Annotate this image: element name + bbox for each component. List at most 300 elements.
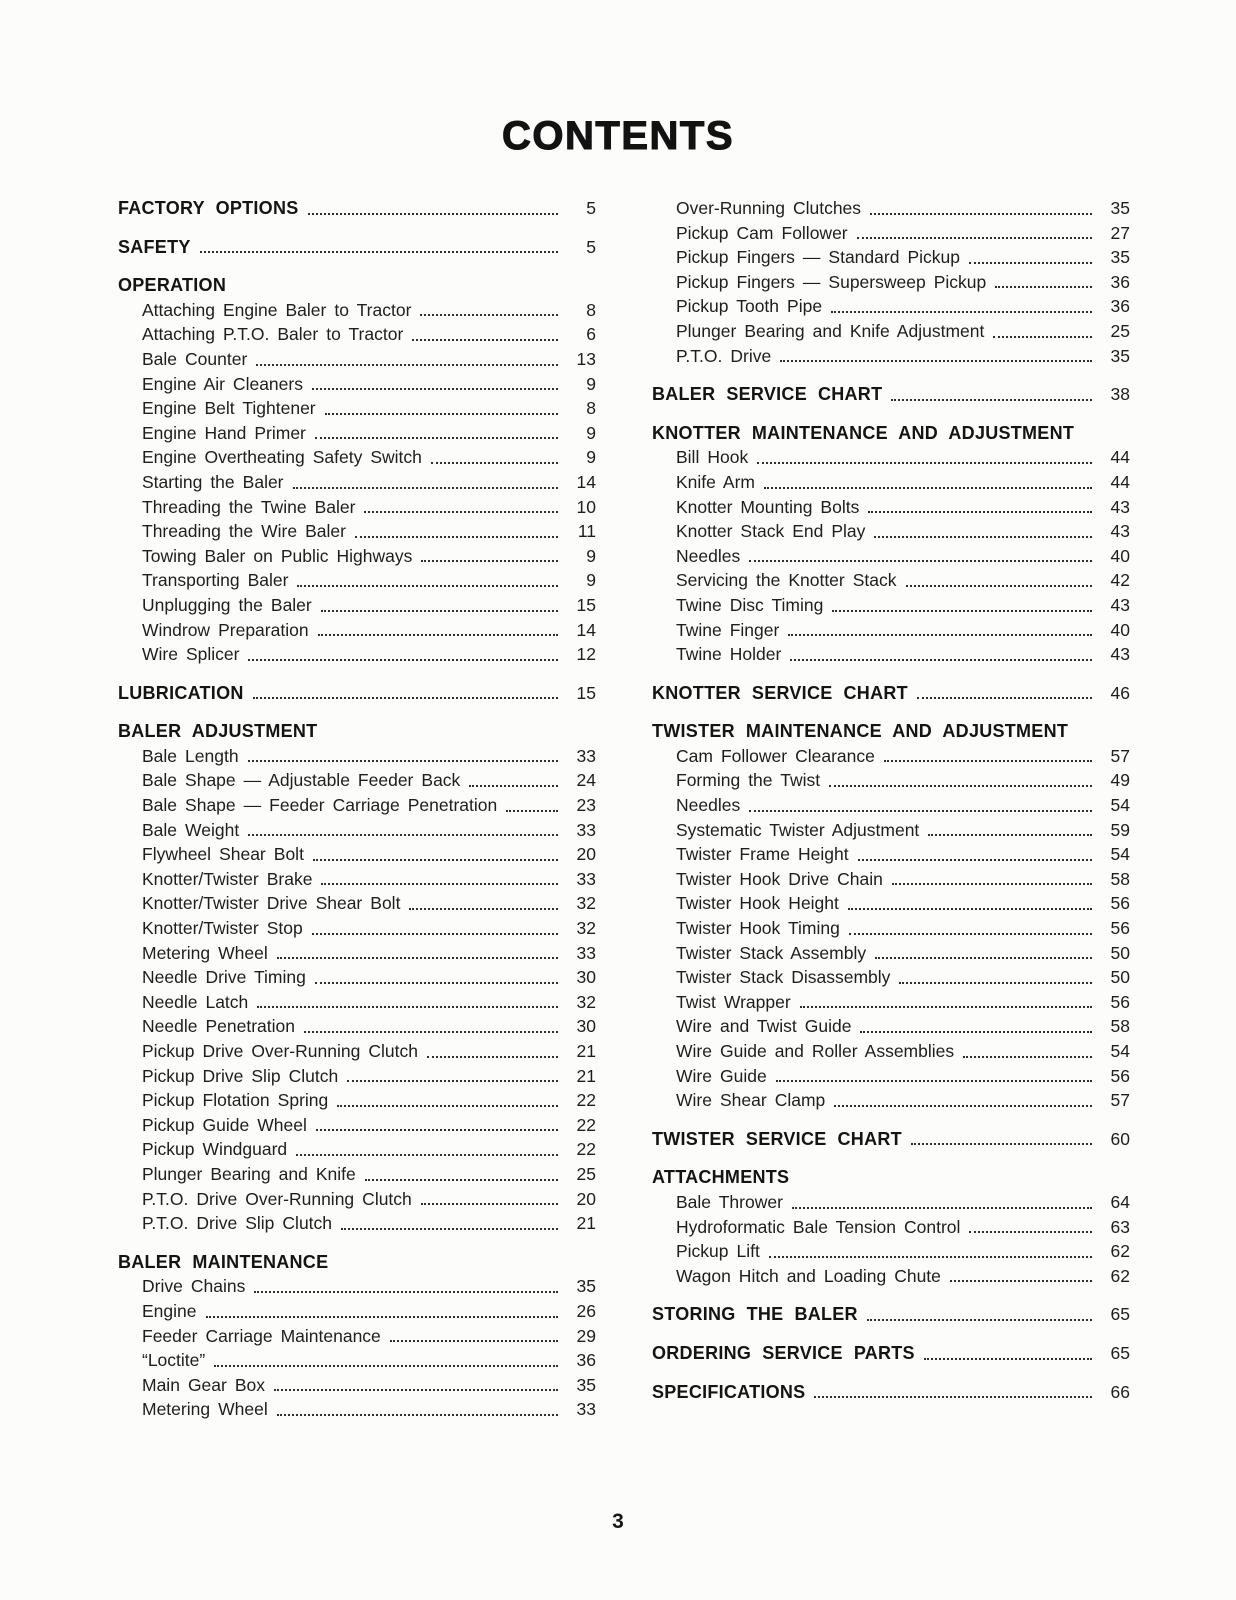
toc-entry-page: 25 <box>576 1163 596 1184</box>
toc-entry <box>652 618 1130 643</box>
toc-entry-label: Knotter/Twister Drive Shear Bolt <box>142 893 401 914</box>
toc-entry-page: 15 <box>576 682 596 703</box>
toc-entry-label: Flywheel Shear Bolt <box>142 844 304 865</box>
toc-entry-label: Needles <box>676 545 741 566</box>
dot-leader <box>868 511 1092 513</box>
toc-entry-page: 33 <box>576 1399 596 1420</box>
dot-leader <box>906 585 1092 587</box>
toc-entry-label: Pickup Fingers — Standard Pickup <box>676 247 960 268</box>
toc-entry-label: Feeder Carriage Maintenance <box>142 1325 381 1346</box>
toc-entry <box>118 1137 596 1162</box>
toc-entry-label: Twine Holder <box>676 644 782 665</box>
toc-entry-label: OPERATION <box>118 275 227 296</box>
dot-leader <box>355 536 558 538</box>
toc-entry <box>652 221 1130 246</box>
dot-leader <box>318 634 558 636</box>
toc-entry-page: 30 <box>576 1016 596 1037</box>
dot-leader <box>834 1105 1092 1107</box>
toc-entry-label: Systematic Twister Adjustment <box>676 819 920 840</box>
toc-entry <box>118 793 596 818</box>
dot-leader <box>831 311 1092 313</box>
toc-entry-page: 63 <box>1110 1216 1130 1237</box>
toc-entry <box>118 445 596 470</box>
dot-leader <box>469 785 558 787</box>
dot-leader <box>256 364 558 366</box>
toc-entry-label: Needles <box>676 795 741 816</box>
dot-leader <box>421 560 558 562</box>
toc-entry-label: Knife Arm <box>676 471 756 492</box>
toc-entry-label: Wire Splicer <box>142 644 240 665</box>
toc-entry-page: 66 <box>1110 1381 1130 1402</box>
toc-entry <box>118 421 596 446</box>
toc-entry-page: 32 <box>576 918 596 939</box>
dot-leader <box>421 1203 558 1205</box>
toc-entry <box>652 245 1130 270</box>
toc-entry <box>118 495 596 520</box>
toc-entry-page: 44 <box>1110 447 1130 468</box>
toc-entry-label: P.T.O. Drive <box>676 345 772 366</box>
toc-entry <box>118 1187 596 1212</box>
page-number: 3 <box>612 1510 624 1533</box>
toc-group-heading <box>652 421 1130 446</box>
toc-entry <box>652 1064 1130 1089</box>
toc-entry <box>652 1239 1130 1264</box>
toc-entry <box>118 1014 596 1039</box>
toc-entry-page: 65 <box>1110 1342 1130 1363</box>
toc-entry-page: 36 <box>576 1350 596 1371</box>
dot-leader <box>364 511 558 513</box>
toc-entry <box>652 1088 1130 1113</box>
toc-entry <box>652 568 1130 593</box>
toc-entry <box>118 322 596 347</box>
toc-entry <box>118 990 596 1015</box>
toc-entry-label: Wire Guide <box>676 1065 767 1086</box>
dot-leader <box>875 957 1092 959</box>
toc-entry-page: 33 <box>576 942 596 963</box>
toc-entry-label: KNOTTER SERVICE CHART <box>652 682 908 703</box>
toc-entry <box>118 1211 596 1236</box>
toc-section <box>652 1380 1130 1405</box>
dot-leader <box>757 462 1092 464</box>
toc-entry-label: Windrow Preparation <box>142 619 309 640</box>
toc-entry <box>118 1373 596 1398</box>
dot-leader <box>257 1006 558 1008</box>
toc-entry-label: Bale Length <box>142 745 239 766</box>
dot-leader <box>995 286 1092 288</box>
toc-entry <box>118 965 596 990</box>
toc-entry-page: 22 <box>576 1090 596 1111</box>
toc-entry-page: 60 <box>1110 1128 1130 1149</box>
toc-entry-page: 32 <box>576 991 596 1012</box>
toc-entry <box>652 1127 1130 1152</box>
toc-entry-page: 9 <box>586 422 596 443</box>
toc-entry-label: BALER ADJUSTMENT <box>118 721 318 742</box>
toc-entry-page: 22 <box>576 1114 596 1135</box>
toc-entry <box>652 793 1130 818</box>
toc-entry-label: STORING THE BALER <box>652 1304 858 1325</box>
toc-entry-label: Threading the Wire Baler <box>142 521 346 542</box>
toc-entry-page: 40 <box>1110 619 1130 640</box>
toc-entry <box>652 1264 1130 1289</box>
toc-entry-label: Twister Stack Disassembly <box>676 967 891 988</box>
dot-leader <box>993 336 1092 338</box>
toc-entry-label: Pickup Guide Wheel <box>142 1114 307 1135</box>
toc-entry-label: Twine Finger <box>676 619 780 640</box>
toc-entry-page: 5 <box>586 236 596 257</box>
toc-entry <box>118 519 596 544</box>
toc-entry-label: Twister Hook Timing <box>676 918 840 939</box>
toc-entry <box>118 396 596 421</box>
toc-entry <box>118 891 596 916</box>
toc-entry-label: Metering Wheel <box>142 1399 268 1420</box>
toc-entry-label: Needle Latch <box>142 991 249 1012</box>
toc-entry-label: Bale Thrower <box>676 1191 783 1212</box>
toc-entry-label: Knotter Mounting Bolts <box>676 496 860 517</box>
dot-leader <box>780 360 1092 362</box>
dot-leader <box>313 859 558 861</box>
toc-entry <box>118 941 596 966</box>
dot-leader <box>427 1056 558 1058</box>
dot-leader <box>969 1231 1092 1233</box>
toc-entry-page: 43 <box>1110 644 1130 665</box>
toc-entry-page: 21 <box>576 1213 596 1234</box>
toc-column-right <box>652 196 1130 1422</box>
toc-entry-label: Knotter Stack End Play <box>676 521 866 542</box>
toc-entry <box>652 1302 1130 1327</box>
toc-entry-label: Attaching Engine Baler to Tractor <box>142 299 412 320</box>
toc-entry-label: BALER MAINTENANCE <box>118 1251 329 1272</box>
toc-entry-page: 44 <box>1110 471 1130 492</box>
toc-entry-page: 49 <box>1110 770 1130 791</box>
toc-entry <box>652 1039 1130 1064</box>
toc-entry <box>652 196 1130 221</box>
toc-entry <box>652 916 1130 941</box>
dot-leader <box>867 1319 1092 1321</box>
toc-entry <box>118 818 596 843</box>
toc-entry <box>118 1397 596 1422</box>
toc-entry-label: Transporting Baler <box>142 570 289 591</box>
toc-entry <box>652 681 1130 706</box>
toc-entry-label: Pickup Windguard <box>142 1139 288 1160</box>
toc-entry-label: Twister Hook Height <box>676 893 839 914</box>
toc-entry <box>652 495 1130 520</box>
dot-leader <box>248 659 558 661</box>
toc-entry-label: Needle Penetration <box>142 1016 295 1037</box>
toc-entry-page: 5 <box>586 198 596 218</box>
toc-entry <box>118 842 596 867</box>
dot-leader <box>312 388 558 390</box>
toc-entry-label: Twist Wrapper <box>676 991 791 1012</box>
toc-entry <box>652 319 1130 344</box>
toc-entry-page: 23 <box>576 795 596 816</box>
dot-leader <box>788 634 1092 636</box>
toc-entry <box>652 1380 1130 1405</box>
dot-leader <box>365 1179 558 1181</box>
toc-entry <box>118 196 596 221</box>
toc-entry <box>652 842 1130 867</box>
toc-entry-page: 40 <box>1110 545 1130 566</box>
toc-entry-label: Wire and Twist Guide <box>676 1016 852 1037</box>
toc-entry <box>118 916 596 941</box>
toc-entry-label: Pickup Drive Over-Running Clutch <box>142 1041 418 1061</box>
toc-entry <box>118 593 596 618</box>
toc-entry-label: ORDERING SERVICE PARTS <box>652 1342 915 1363</box>
dot-leader <box>390 1340 558 1342</box>
toc-entry <box>652 470 1130 495</box>
toc-entry-label: Pickup Tooth Pipe <box>676 296 823 317</box>
dot-leader <box>304 1031 558 1033</box>
toc-entry <box>652 544 1130 569</box>
toc-entry-page: 62 <box>1110 1265 1130 1286</box>
dot-leader <box>790 659 1092 661</box>
toc-section <box>652 681 1130 706</box>
toc-entry-label: Engine Belt Tightener <box>142 398 316 419</box>
dot-leader <box>431 462 558 464</box>
toc-entry-label: BALER SERVICE CHART <box>652 384 883 405</box>
toc-entry-page: 56 <box>1110 893 1130 914</box>
dot-leader <box>315 982 558 984</box>
toc-entry-label: Needle Drive Timing <box>142 967 306 988</box>
toc-entry <box>118 1274 596 1299</box>
dot-leader <box>254 1291 558 1293</box>
toc-section <box>118 719 596 1235</box>
dot-leader <box>315 437 558 439</box>
toc-section <box>652 1341 1130 1366</box>
toc-entry <box>118 568 596 593</box>
toc-entry-page: 54 <box>1110 844 1130 865</box>
toc-entry <box>652 593 1130 618</box>
toc-entry <box>118 1064 596 1089</box>
dot-leader <box>277 957 558 959</box>
toc-entry <box>652 519 1130 544</box>
toc-entry-page: 9 <box>586 545 596 566</box>
toc-group-heading <box>652 719 1130 744</box>
toc-entry-page: 43 <box>1110 521 1130 542</box>
dot-leader <box>206 1316 559 1318</box>
toc-group-heading <box>118 1250 596 1275</box>
toc-entry-label: Over-Running Clutches <box>676 198 862 218</box>
toc-entry-page: 14 <box>576 471 596 492</box>
dot-leader <box>950 1280 1092 1282</box>
toc-entry <box>652 768 1130 793</box>
toc-entry-label: Plunger Bearing and Knife Adjustment <box>676 320 985 341</box>
toc-entry <box>118 372 596 397</box>
toc-entry-page: 33 <box>576 868 596 889</box>
dot-leader <box>293 487 558 489</box>
toc-entry-page: 6 <box>586 324 596 345</box>
toc-entry-label: Cam Follower Clearance <box>676 745 875 766</box>
toc-entry-page: 59 <box>1110 819 1130 840</box>
dot-leader <box>253 697 558 699</box>
toc-entry-label: Servicing the Knotter Stack <box>676 570 897 591</box>
toc-section <box>652 1165 1130 1288</box>
dot-leader <box>321 610 558 612</box>
toc-entry <box>118 1039 596 1064</box>
dot-leader <box>325 413 558 415</box>
toc-entry <box>118 768 596 793</box>
toc-entry-label: Bale Shape — Adjustable Feeder Back <box>142 770 461 791</box>
toc-entry <box>118 1162 596 1187</box>
toc-section <box>652 196 1130 368</box>
toc-entry <box>652 1215 1130 1240</box>
toc-entry <box>652 344 1130 369</box>
dot-leader <box>297 585 558 587</box>
toc-entry <box>652 382 1130 407</box>
toc-entry-label: Plunger Bearing and Knife <box>142 1163 356 1184</box>
toc-entry-label: Towing Baler on Public Highways <box>142 545 413 566</box>
toc-entry-label: Pickup Drive Slip Clutch <box>142 1065 339 1086</box>
dot-leader <box>312 933 558 935</box>
toc-entry-label: Pickup Lift <box>676 1241 760 1262</box>
toc-entry-page: 35 <box>576 1276 596 1297</box>
toc-entry-label: Twine Disc Timing <box>676 594 824 615</box>
toc-entry-page: 35 <box>1110 345 1130 366</box>
dot-leader <box>928 834 1092 836</box>
toc-entry-page: 12 <box>576 644 596 665</box>
toc-entry-page: 24 <box>576 770 596 791</box>
toc-section <box>652 1302 1130 1327</box>
toc-entry-page: 22 <box>576 1139 596 1160</box>
toc-entry-page: 58 <box>1110 868 1130 889</box>
toc-entry-page: 14 <box>576 619 596 640</box>
toc-section <box>118 273 596 667</box>
toc-entry <box>118 1113 596 1138</box>
toc-entry-page: 50 <box>1110 942 1130 963</box>
toc-entry <box>118 1088 596 1113</box>
toc-entry-label: P.T.O. Drive Over-Running Clutch <box>142 1188 412 1209</box>
dot-leader <box>792 1207 1092 1209</box>
dot-leader <box>874 536 1092 538</box>
toc-entry-page: 33 <box>576 819 596 840</box>
dot-leader <box>963 1056 1092 1058</box>
toc-entry <box>652 1190 1130 1215</box>
toc-entry-page: 56 <box>1110 991 1130 1012</box>
toc-entry-page: 26 <box>576 1300 596 1321</box>
toc-entry-page: 57 <box>1110 1090 1130 1111</box>
toc-entry-page: 64 <box>1110 1191 1130 1212</box>
toc-entry-page: 9 <box>586 570 596 591</box>
toc-entry-label: KNOTTER MAINTENANCE AND ADJUSTMENT <box>652 422 1075 443</box>
toc-entry-page: 56 <box>1110 1065 1130 1086</box>
dot-leader <box>969 262 1092 264</box>
dot-leader <box>776 1080 1092 1082</box>
dot-leader <box>764 487 1092 489</box>
toc-columns <box>118 196 1130 1422</box>
toc-entry-label: “Loctite” <box>142 1350 206 1371</box>
toc-entry-page: 65 <box>1110 1304 1130 1325</box>
toc-entry <box>652 965 1130 990</box>
toc-entry-label: TWISTER MAINTENANCE AND ADJUSTMENT <box>652 721 1069 742</box>
toc-entry <box>118 235 596 260</box>
toc-entry-label: TWISTER SERVICE CHART <box>652 1128 902 1149</box>
toc-entry-label: Forming the Twist <box>676 770 821 791</box>
page-title: CONTENTS <box>502 114 734 158</box>
toc-entry-page: 8 <box>586 398 596 419</box>
toc-entry-label: Bill Hook <box>676 447 749 468</box>
toc-entry-page: 33 <box>576 745 596 766</box>
toc-entry-label: P.T.O. Drive Slip Clutch <box>142 1213 333 1234</box>
toc-entry-page: 29 <box>576 1325 596 1346</box>
toc-entry <box>118 744 596 769</box>
toc-entry-page: 42 <box>1110 570 1130 591</box>
dot-leader <box>420 314 558 316</box>
dot-leader <box>316 1129 558 1131</box>
toc-entry-page: 35 <box>1110 198 1130 218</box>
dot-leader <box>814 1396 1092 1398</box>
toc-entry-page: 13 <box>576 348 596 369</box>
toc-entry <box>118 298 596 323</box>
toc-entry-page: 58 <box>1110 1016 1130 1037</box>
toc-entry-label: Threading the Twine Baler <box>142 496 356 517</box>
dot-leader <box>347 1080 558 1082</box>
dot-leader <box>769 1256 1092 1258</box>
toc-entry <box>118 1299 596 1324</box>
toc-entry-page: 25 <box>1110 320 1130 341</box>
dot-leader <box>832 610 1092 612</box>
toc-entry <box>118 1324 596 1349</box>
dot-leader <box>860 1031 1092 1033</box>
toc-entry-label: SAFETY <box>118 236 191 257</box>
toc-entry-page: 21 <box>576 1041 596 1061</box>
toc-entry-page: 11 <box>577 521 596 542</box>
toc-entry-page: 54 <box>1110 1041 1130 1061</box>
dot-leader <box>412 339 558 341</box>
toc-entry-page: 21 <box>576 1065 596 1086</box>
toc-entry-label: Starting the Baler <box>142 471 284 492</box>
dot-leader <box>274 1389 558 1391</box>
toc-section <box>118 235 596 260</box>
dot-leader <box>848 908 1092 910</box>
dot-leader <box>829 785 1092 787</box>
toc-entry-label: Wire Shear Clamp <box>676 1090 826 1111</box>
dot-leader <box>749 810 1092 812</box>
toc-entry-label: Hydroformatic Bale Tension Control <box>676 1216 961 1237</box>
dot-leader <box>917 697 1092 699</box>
toc-entry-label: Drive Chains <box>142 1276 246 1297</box>
dot-leader <box>321 883 558 885</box>
toc-entry <box>118 867 596 892</box>
toc-entry-page: 35 <box>1110 247 1130 268</box>
toc-entry-page: 54 <box>1110 795 1130 816</box>
toc-entry <box>118 470 596 495</box>
toc-entry-label: Pickup Flotation Spring <box>142 1090 329 1111</box>
dot-leader <box>800 1006 1092 1008</box>
toc-entry-label: LUBRICATION <box>118 682 244 703</box>
toc-entry <box>652 941 1130 966</box>
dot-leader <box>214 1365 558 1367</box>
toc-entry <box>118 642 596 667</box>
toc-section <box>652 382 1130 407</box>
toc-entry-label: Metering Wheel <box>142 942 268 963</box>
dot-leader <box>506 810 558 812</box>
toc-entry-label: Wire Guide and Roller Assemblies <box>676 1041 955 1061</box>
dot-leader <box>858 859 1092 861</box>
toc-entry-page: 43 <box>1110 496 1130 517</box>
toc-group-heading <box>118 273 596 298</box>
toc-entry-page: 56 <box>1110 918 1130 939</box>
toc-entry-label: Pickup Fingers — Supersweep Pickup <box>676 271 987 292</box>
toc-entry-page: 62 <box>1110 1241 1130 1262</box>
toc-entry <box>652 294 1130 319</box>
dot-leader <box>296 1154 558 1156</box>
toc-entry-label: Twister Frame Height <box>676 844 849 865</box>
dot-leader <box>892 883 1092 885</box>
toc-entry-label: Attaching P.T.O. Baler to Tractor <box>142 324 404 345</box>
dot-leader <box>248 760 558 762</box>
toc-entry-label: Twister Hook Drive Chain <box>676 868 883 889</box>
dot-leader <box>341 1228 558 1230</box>
toc-section <box>652 719 1130 1113</box>
